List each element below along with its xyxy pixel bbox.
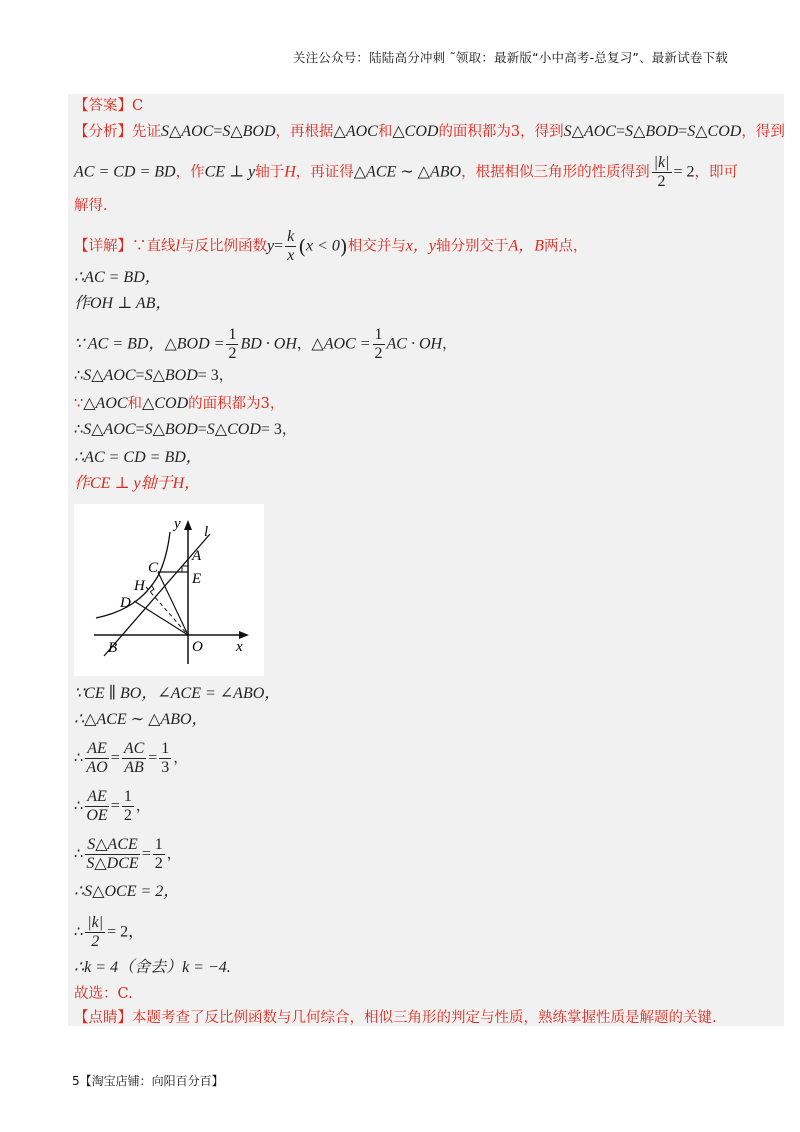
- step-text: 的面积都为3，: [188, 396, 285, 412]
- therefore-symbol: ∴: [74, 798, 84, 815]
- geometry-diagram: [74, 504, 264, 676]
- math-term: = 3: [197, 367, 219, 384]
- page-footer: 5【淘宝店铺：向阳百分百】: [72, 1074, 224, 1088]
- step-11: [74, 740, 188, 777]
- math-term: x < 0: [306, 237, 340, 255]
- fraction-half: [153, 836, 165, 873]
- step-text: ，: [135, 798, 151, 815]
- step-13: [74, 836, 181, 873]
- fraction-half: [373, 326, 385, 363]
- math-term: S△AOC: [83, 421, 136, 438]
- therefore-symbol: ∴: [74, 924, 84, 941]
- fraction-numerator: 1: [374, 326, 383, 343]
- fraction-k-over-x: [285, 228, 296, 265]
- fraction-half: [226, 326, 238, 363]
- comment-label: 【点睛】: [74, 1010, 132, 1026]
- math-term: S△BOD: [222, 123, 276, 140]
- label-l: l: [204, 524, 209, 540]
- fraction-area-ratio: [85, 836, 140, 873]
- step-text: ，: [296, 336, 312, 353]
- detail-text: 两点，: [544, 238, 588, 255]
- fraction-ae-oe: [85, 788, 109, 825]
- step-2: 作OH ⊥ AB，: [74, 295, 172, 312]
- step-12: [74, 788, 150, 825]
- segment-ho: [146, 587, 188, 635]
- step-9: ∵CE ∥ BO，∠ACE = ∠ABO，: [74, 685, 281, 702]
- step-text: ，: [218, 368, 234, 384]
- math-term: = 2，: [107, 923, 145, 941]
- label-b: B: [108, 640, 118, 656]
- comment-text: 本题考查了反比例函数与几何综合，相似三角形的判定与性质，熟练掌握性质是解题的关键.: [132, 1010, 717, 1026]
- step-3: [74, 326, 457, 363]
- label-h: H: [134, 578, 145, 594]
- comment-line: [74, 1008, 717, 1028]
- step-text: ，: [442, 336, 457, 353]
- step-text: ，: [173, 750, 188, 767]
- label-d: D: [120, 595, 131, 611]
- fraction-numerator: S△ACE: [87, 836, 138, 853]
- analysis-text: ，根据相似三角形的性质得到: [461, 164, 650, 181]
- fraction-numerator: |k|: [653, 154, 670, 171]
- analysis-label: 【分析】: [74, 124, 132, 140]
- math-term: =: [678, 123, 688, 140]
- label-y: y: [174, 516, 181, 532]
- math-term: x，y: [405, 237, 436, 255]
- x-axis-arrow: [239, 631, 249, 639]
- detail-text: 轴分别交于: [435, 238, 509, 255]
- math-term: = 2: [673, 163, 695, 181]
- math-term: = 3: [260, 421, 282, 438]
- therefore-symbol: ∴: [74, 750, 84, 767]
- math-term: S△AOC: [161, 123, 214, 140]
- geometry-figure: [74, 504, 264, 676]
- math-term: S△BOD: [144, 367, 198, 384]
- math-term: S△COD: [687, 123, 742, 140]
- math-term: △AOC =: [311, 335, 371, 353]
- fraction-denominator: 2: [154, 855, 163, 872]
- step-10: ∴△ACE ∼ △ABO，: [74, 711, 208, 728]
- analysis-text: ，得到: [741, 124, 785, 140]
- fraction-numerator: 1: [228, 326, 237, 343]
- answer-value: C: [132, 98, 144, 114]
- analysis-text: ，再证得: [295, 164, 354, 181]
- math-term: =: [141, 845, 151, 863]
- fraction-denominator: 2: [657, 173, 666, 190]
- fraction-numerator: |k|: [87, 914, 104, 931]
- label-c: C: [148, 560, 159, 576]
- math-term: A，B: [508, 237, 545, 255]
- fraction-denominator: 3: [161, 759, 170, 776]
- fraction-denominator: 2: [374, 345, 383, 362]
- math-term: AC = CD = BD: [74, 163, 176, 181]
- fraction-numerator: 1: [154, 836, 163, 853]
- fraction-numerator: AE: [87, 788, 107, 805]
- fraction-denominator: 2: [123, 807, 132, 824]
- math-term: △AOC: [333, 123, 378, 140]
- math-term: =: [197, 421, 207, 438]
- analysis-text: ，再根据: [275, 124, 334, 140]
- math-term: =: [615, 123, 626, 140]
- math-term: S△AOC: [83, 367, 136, 384]
- fraction-denominator: x: [287, 247, 295, 264]
- math-term: =: [110, 749, 120, 767]
- math-term: BD · OH: [240, 335, 297, 353]
- analysis-line-2: [74, 154, 738, 191]
- math-term: S△BOD: [144, 421, 198, 438]
- analysis-line-1: [74, 122, 785, 142]
- step-16: [74, 914, 144, 951]
- answer-label: 【答案】: [74, 98, 132, 114]
- math-term: =: [110, 797, 120, 815]
- detail-text: ∵直线: [132, 238, 176, 255]
- analysis-text: 和: [377, 124, 393, 140]
- therefore-symbol: ∴: [74, 846, 84, 863]
- fraction-numerator: AC: [123, 740, 145, 757]
- label-x: x: [236, 639, 243, 655]
- analysis-text: ，作: [175, 164, 205, 181]
- math-term: H: [284, 163, 296, 181]
- step-text: 和: [127, 396, 143, 412]
- fraction-abs-k-over-2: [652, 154, 672, 191]
- math-term: =: [148, 749, 158, 767]
- step-text: ∴: [74, 422, 84, 438]
- math-term: △BOD =: [164, 335, 225, 353]
- step-1: ∴AC = BD，: [74, 269, 161, 286]
- step-15: ∴S△OCE = 2，: [74, 883, 180, 900]
- label-a: A: [192, 548, 202, 564]
- fraction-denominator: OE: [86, 807, 108, 824]
- fraction-denominator: AO: [86, 759, 108, 776]
- right-angle-e: [182, 566, 188, 572]
- choose-line: 故选：C.: [74, 986, 133, 1002]
- math-term: △AOC: [83, 395, 128, 412]
- math-term: =: [135, 421, 145, 438]
- fraction-numerator: AE: [87, 740, 107, 757]
- math-term: S△BOD: [625, 123, 679, 140]
- step-text: ∴: [74, 368, 84, 384]
- analysis-text: 的面积都为3，得到: [438, 124, 564, 140]
- fraction-numerator: 1: [161, 740, 170, 757]
- step-5: [74, 394, 284, 414]
- fraction-ac-ab: [122, 740, 146, 777]
- math-term: AC · OH: [386, 335, 443, 353]
- detail-label: 【详解】: [74, 238, 132, 255]
- answer-line: [74, 96, 143, 116]
- math-term: y: [266, 237, 275, 255]
- analysis-line-3: 解得.: [74, 198, 108, 214]
- fraction-ae-ao: [85, 740, 109, 777]
- step-4: [74, 366, 233, 386]
- math-term: =: [135, 367, 145, 384]
- fraction-abs-k-over-2: [85, 914, 105, 951]
- detail-text: 与反比例函数: [179, 238, 267, 255]
- analysis-text: 轴于: [255, 164, 285, 181]
- fraction-denominator: 2: [91, 933, 100, 950]
- fraction-one-third: [159, 740, 171, 777]
- detail-line: 【详解】∵直线l与反比例函数y= $\frac{k}{x}$ (x < 0)相交并与x，y轴分别交于A，B两点，: [74, 228, 588, 264]
- math-term: △COD: [142, 395, 189, 412]
- step-7: ∴AC = CD = BD，: [74, 449, 202, 466]
- math-term: △COD: [392, 123, 439, 140]
- solution-panel: [68, 94, 784, 1026]
- fraction-half: [122, 788, 134, 825]
- fraction-denominator: AB: [124, 759, 144, 776]
- y-axis-arrow: [184, 520, 192, 530]
- step-6: [74, 420, 296, 440]
- detail-text: 相交并与: [347, 238, 406, 255]
- math-term: ∵ AC = BD，: [74, 335, 165, 353]
- math-term: l: [175, 237, 180, 255]
- label-e: E: [192, 571, 202, 587]
- step-text: ，: [166, 846, 182, 863]
- fraction-numerator: 1: [123, 788, 132, 805]
- math-term: △ACE ∼ △ABO: [353, 163, 462, 181]
- step-8: 作CE ⊥ y轴于H，: [74, 475, 201, 492]
- fraction-denominator: 2: [228, 345, 237, 362]
- math-term: S△AOC: [563, 123, 616, 140]
- analysis-text: ，即可: [694, 164, 739, 181]
- step-text: ∵: [74, 396, 84, 412]
- page-header: 关注公众号：陆陆高分冲刺 ˜领取：最新版“小中高考-总复习”、最新试卷下载: [292, 50, 728, 65]
- math-term: S△COD: [206, 421, 261, 438]
- step-text: ，: [281, 422, 297, 438]
- step-17: ∴k = 4（舍去）k = −4.: [74, 959, 231, 976]
- analysis-text: 先证: [132, 124, 161, 140]
- fraction-numerator: k: [287, 228, 295, 245]
- fraction-denominator: S△DCE: [86, 855, 139, 872]
- math-term: =: [213, 123, 223, 140]
- math-term: CE ⊥ y: [204, 163, 256, 181]
- label-o: O: [192, 639, 203, 655]
